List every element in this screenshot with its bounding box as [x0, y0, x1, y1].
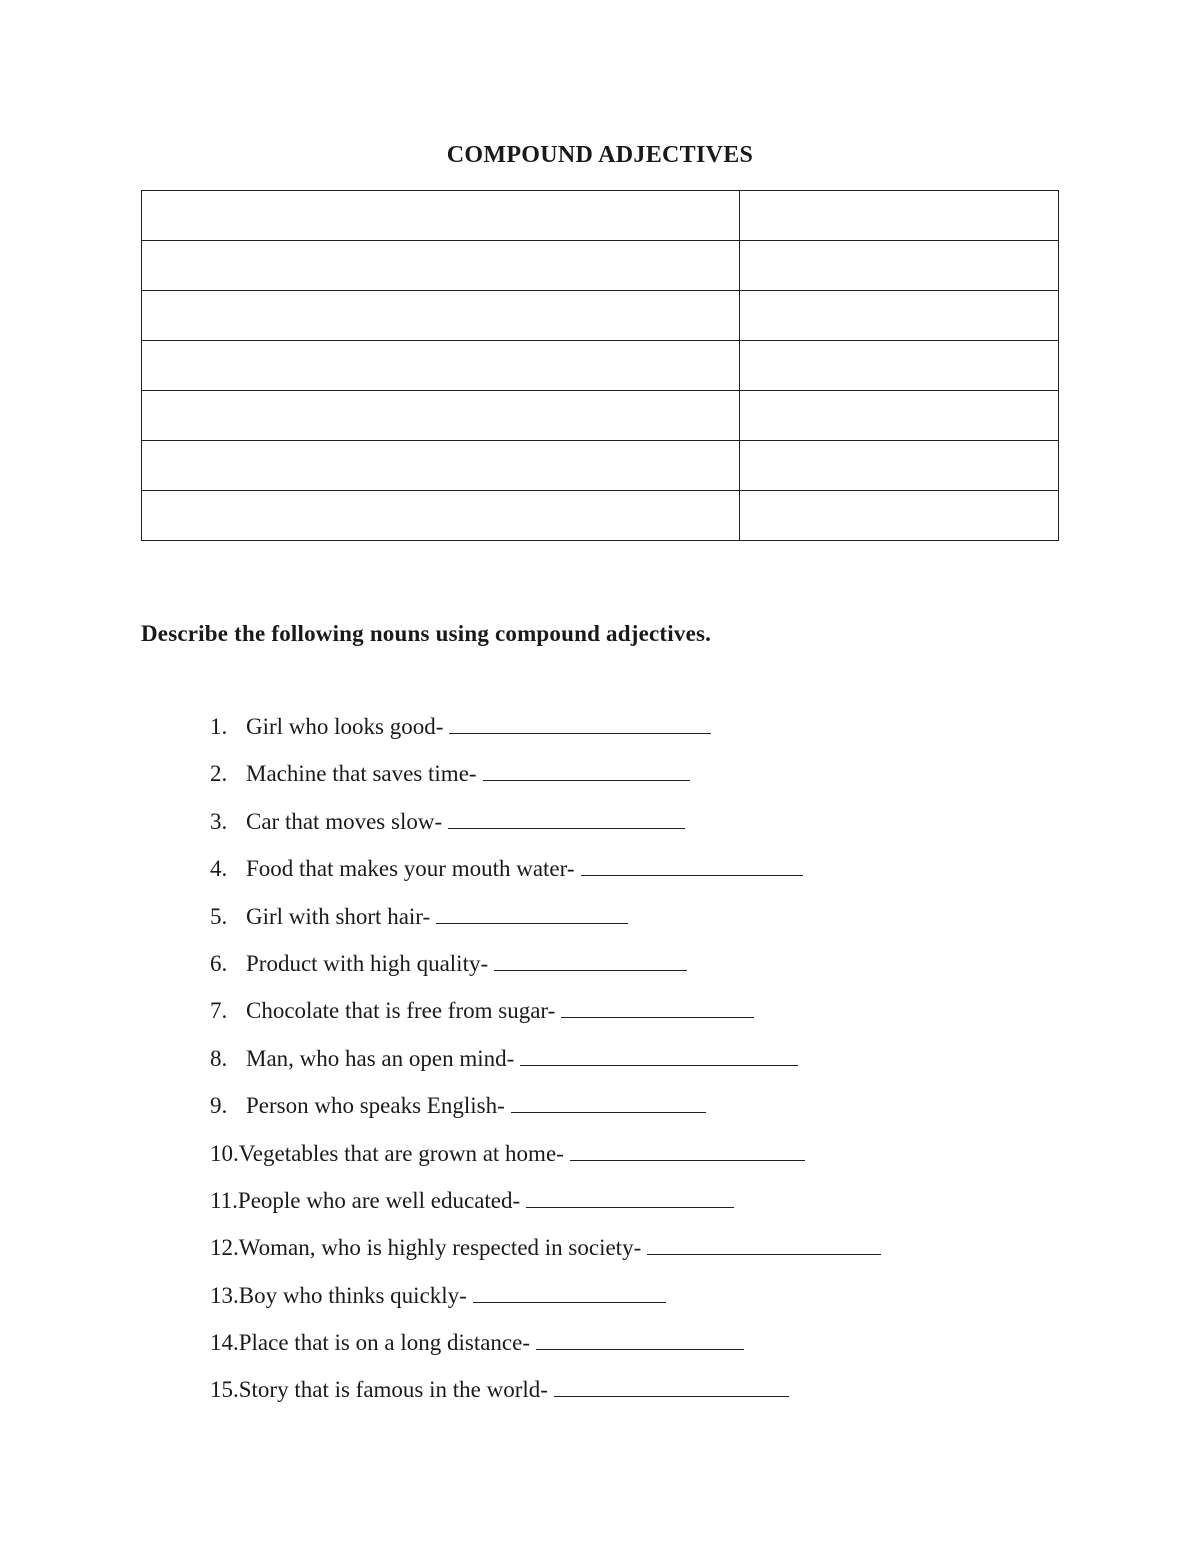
- table-row: [142, 441, 1059, 491]
- list-item: [210, 1035, 881, 1082]
- list-item: [210, 1272, 881, 1319]
- table-cell[interactable]: [739, 391, 1058, 441]
- list-item: [210, 750, 881, 797]
- table-cell[interactable]: [142, 441, 740, 491]
- item-number: 4.: [210, 856, 228, 882]
- answer-blank[interactable]: [483, 760, 690, 781]
- table-cell[interactable]: [739, 241, 1058, 291]
- answer-blank[interactable]: [536, 1329, 744, 1350]
- answer-blank[interactable]: [647, 1234, 881, 1255]
- item-text: Machine that saves time-: [246, 761, 477, 787]
- list-item: [210, 845, 881, 892]
- table-cell[interactable]: [142, 341, 740, 391]
- item-text: Car that moves slow-: [246, 808, 443, 834]
- item-text: Chocolate that is free from sugar-: [246, 998, 556, 1024]
- table-cell[interactable]: [142, 241, 740, 291]
- item-text: Story that is famous in the world-: [238, 1377, 548, 1403]
- item-text: Woman, who is highly respected in society-: [238, 1235, 642, 1261]
- list-item: [210, 1224, 881, 1271]
- item-text: Place that is on a long distance-: [238, 1330, 531, 1356]
- item-text: Vegetables that are grown at home-: [238, 1140, 564, 1166]
- item-text: Food that makes your mouth water-: [246, 856, 575, 882]
- page-title: COMPOUND ADJECTIVES: [446, 142, 754, 168]
- answer-blank[interactable]: [554, 1376, 789, 1397]
- answer-table: [141, 190, 1059, 541]
- item-text: Person who speaks English-: [246, 1093, 505, 1119]
- table-cell[interactable]: [739, 491, 1058, 541]
- item-number: 3.: [210, 808, 228, 834]
- item-number: 1.: [210, 714, 228, 739]
- table-cell[interactable]: [142, 191, 740, 241]
- list-item: [210, 798, 881, 845]
- item-text: Boy who thinks quickly-: [238, 1282, 467, 1308]
- item-number: 13.: [210, 1282, 239, 1308]
- table-cell[interactable]: [142, 491, 740, 541]
- item-text: Girl with short hair-: [246, 903, 431, 929]
- answer-blank[interactable]: [581, 855, 803, 876]
- list-item: [210, 1366, 881, 1413]
- answer-blank[interactable]: [449, 713, 711, 734]
- table-cell[interactable]: [739, 191, 1058, 241]
- exercise-list: [210, 703, 881, 1414]
- table-cell[interactable]: [739, 441, 1058, 491]
- table-cell[interactable]: [739, 291, 1058, 341]
- table-row: [142, 291, 1059, 341]
- table-row: [142, 491, 1059, 541]
- list-item: [210, 1130, 881, 1177]
- list-item: [210, 987, 881, 1034]
- answer-blank[interactable]: [448, 808, 685, 829]
- item-text: Girl who looks good-: [246, 714, 444, 739]
- item-number: 5.: [210, 903, 228, 929]
- item-text: Product with high quality-: [246, 950, 489, 976]
- list-item: [210, 893, 881, 940]
- answer-blank[interactable]: [570, 1140, 805, 1161]
- item-number: 6.: [210, 950, 228, 976]
- instructions: Describe the following nouns using compound adjectives.: [141, 621, 712, 646]
- list-item: [210, 1082, 881, 1129]
- item-number: 2.: [210, 761, 228, 787]
- list-item: [210, 703, 881, 750]
- table-cell[interactable]: [739, 341, 1058, 391]
- answer-blank[interactable]: [436, 903, 628, 924]
- item-number: 11.: [210, 1187, 238, 1213]
- table-row: [142, 191, 1059, 241]
- answer-blank[interactable]: [561, 997, 754, 1018]
- list-item: [210, 940, 881, 987]
- item-number: 14.: [210, 1330, 239, 1356]
- list-item: [210, 1177, 881, 1224]
- table-row: [142, 341, 1059, 391]
- item-number: 8.: [210, 1045, 228, 1071]
- item-number: 10.: [210, 1140, 239, 1166]
- answer-blank[interactable]: [494, 950, 687, 971]
- answer-blank[interactable]: [511, 1092, 706, 1113]
- item-text: People who are well educated-: [237, 1187, 521, 1213]
- item-text: Man, who has an open mind-: [246, 1045, 515, 1071]
- table-cell[interactable]: [142, 391, 740, 441]
- item-number: 9.: [210, 1093, 228, 1119]
- item-number: 12.: [210, 1235, 239, 1261]
- table-cell[interactable]: [142, 291, 740, 341]
- answer-blank[interactable]: [473, 1282, 666, 1303]
- table-row: [142, 391, 1059, 441]
- answer-blank[interactable]: [520, 1045, 798, 1066]
- item-number: 15.: [210, 1377, 239, 1403]
- list-item: [210, 1319, 881, 1366]
- answer-blank[interactable]: [526, 1187, 734, 1208]
- item-number: 7.: [210, 998, 228, 1024]
- table-row: [142, 241, 1059, 291]
